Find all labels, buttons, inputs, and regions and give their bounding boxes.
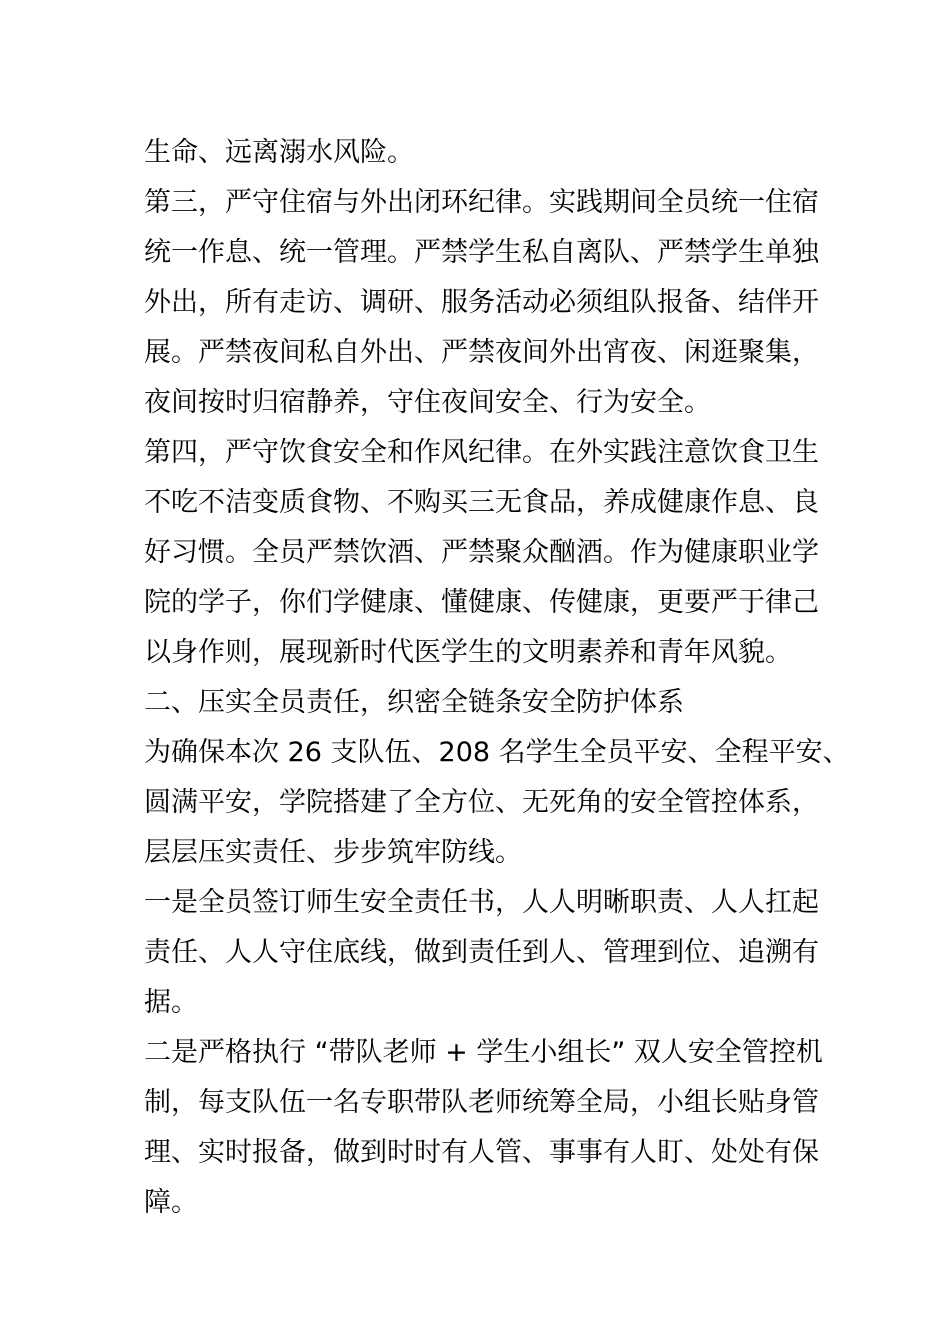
- text-line: 据。: [144, 987, 198, 1018]
- text-line: 制，每支队伍一名专职带队老师统筹全局，小组长贴身管: [144, 1087, 819, 1118]
- text-line: 以身作则，展现新时代医学生的文明素养和青年风貌。: [144, 637, 792, 668]
- text-line: 第四，严守饮食安全和作风纪律。在外实践注意饮食卫生: [144, 437, 819, 468]
- text-line: 理、实时报备，做到时时有人管、事事有人盯、处处有保: [144, 1137, 819, 1168]
- text-line: 统一作息、统一管理。严禁学生私自离队、严禁学生单独: [144, 237, 819, 268]
- text-line: 责任、人人守住底线，做到责任到人、管理到位、追溯有: [144, 937, 819, 968]
- text-line: 层层压实责任、步步筑牢防线。: [144, 837, 522, 868]
- text-line: 院的学子，你们学健康、懂健康、传健康，更要严于律己: [144, 587, 819, 618]
- text-line: 展。严禁夜间私自外出、严禁夜间外出宵夜、闲逛聚集，: [144, 337, 819, 368]
- text-line: 障。: [144, 1187, 198, 1218]
- text-line: 二是严格执行 “带队老师 + 学生小组长” 双人安全管控机: [144, 1037, 823, 1068]
- text-line: 外出，所有走访、调研、服务活动必须组队报备、结伴开: [144, 287, 819, 318]
- text-line: 好习惯。全员严禁饮酒、严禁聚众酗酒。作为健康职业学: [144, 537, 819, 568]
- document-body: [144, 128, 850, 1228]
- text-line: 生命、远离溺水风险。: [144, 137, 414, 168]
- text-line: 不吃不洁变质食物、不购买三无食品，养成健康作息、良: [144, 487, 819, 518]
- text-line: 为确保本次 26 支队伍、208 名学生全员平安、全程平安、: [144, 737, 850, 768]
- text-line: 一是全员签订师生安全责任书，人人明晰职责、人人扛起: [144, 887, 819, 918]
- section-heading: 二、压实全员责任，织密全链条安全防护体系: [144, 687, 684, 718]
- text-line: 第三，严守住宿与外出闭环纪律。实践期间全员统一住宿: [144, 187, 819, 218]
- text-line: 圆满平安，学院搭建了全方位、无死角的安全管控体系，: [144, 787, 819, 818]
- text-line: 夜间按时归宿静养，守住夜间安全、行为安全。: [144, 387, 711, 418]
